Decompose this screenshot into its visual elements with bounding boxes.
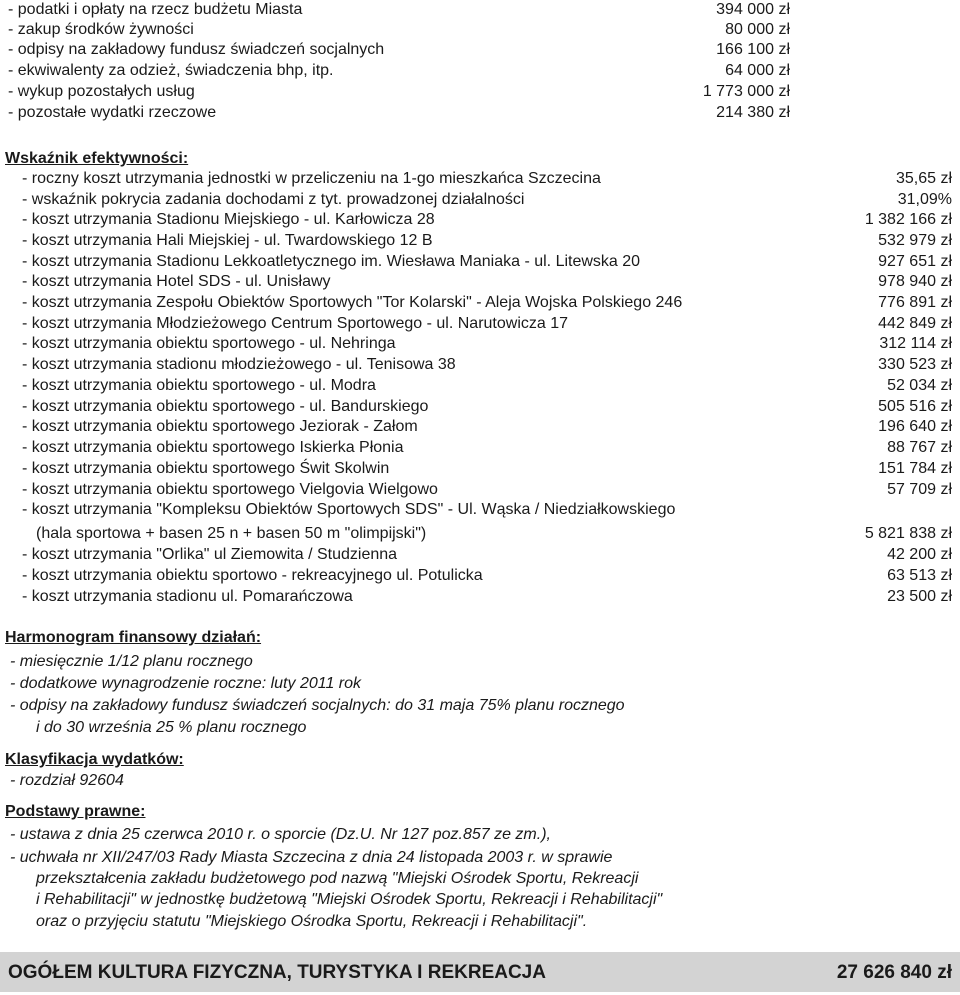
efficiency-label: - koszt utrzymania obiektu sportowego - ul. Bandurskiego (22, 398, 429, 415)
efficiency-label: - roczny koszt utrzymania jednostki w przeliczeniu na 1-go mieszkańca Szczecina (22, 170, 601, 187)
expense-value: 166 100 zł (716, 41, 790, 58)
schedule-heading: Harmonogram finansowy działań: (5, 629, 262, 646)
legal-basis-heading: Podstawy prawne: (5, 803, 146, 820)
legal-basis-item: - uchwała nr XII/247/03 Rady Miasta Szczecina z dnia 24 listopada 2003 r. w sprawie (10, 849, 613, 866)
efficiency-label: - koszt utrzymania stadionu ul. Pomarańczowa (22, 588, 353, 605)
efficiency-value (770, 500, 952, 520)
efficiency-value: 88 767 zł (887, 439, 952, 456)
legal-basis-item: i Rehabilitacji" w jednostkę budżetową "Miejski Ośrodek Sportu, Rekreacji i Rehabilitacji" (36, 891, 663, 908)
efficiency-value: 42 200 zł (887, 546, 952, 563)
efficiency-value: 927 651 zł (878, 253, 952, 270)
expense-label: - zakup środków żywności (8, 21, 194, 38)
efficiency-label: - koszt utrzymania stadionu młodzieżowego - ul. Tenisowa 38 (22, 356, 456, 373)
expense-label: - pozostałe wydatki rzeczowe (8, 104, 217, 121)
legal-basis-item: oraz o przyjęciu statutu "Miejskiego Ośrodka Sportu, Rekreacji i Rehabilitacji". (36, 913, 588, 930)
efficiency-label: - koszt utrzymania obiektu sportowo - rekreacyjnego ul. Potulicka (22, 567, 483, 584)
efficiency-value: 52 034 zł (887, 377, 952, 394)
legal-basis-item: przekształcenia zakładu budżetowego pod nazwą "Miejski Ośrodek Sportu, Rekreacji (36, 870, 639, 887)
expense-value: 80 000 zł (725, 21, 790, 38)
efficiency-label: - koszt utrzymania "Kompleksu Obiektów Sportowych SDS" - Ul. Wąska / Niedziałkowskiego (22, 501, 676, 518)
efficiency-label: - koszt utrzymania obiektu sportowego - ul. Modra (22, 377, 376, 394)
efficiency-label: - wskaźnik pokrycia zadania dochodami z tyt. prowadzonej działalności (22, 191, 525, 208)
expense-value: 394 000 zł (716, 1, 790, 18)
expense-value: 214 380 zł (716, 104, 790, 121)
total-bar (0, 952, 960, 992)
expense-label: - podatki i opłaty na rzecz budżetu Miasta (8, 1, 303, 18)
efficiency-value: 776 891 zł (878, 294, 952, 311)
efficiency-value: 57 709 zł (887, 481, 952, 498)
efficiency-value: 31,09% (897, 191, 952, 208)
schedule-item: - dodatkowe wynagrodzenie roczne: luty 2011 rok (10, 675, 362, 692)
efficiency-value: 23 500 zł (887, 588, 952, 605)
expense-value: 64 000 zł (725, 62, 790, 79)
efficiency-value: 5 821 838 zł (864, 525, 952, 542)
schedule-item: - odpisy na zakładowy fundusz świadczeń socjalnych: do 31 maja 75% planu rocznego (10, 697, 625, 714)
efficiency-label: (hala sportowa + basen 25 n + basen 50 m "olimpijski") (36, 525, 427, 542)
efficiency-value: 330 523 zł (878, 356, 952, 373)
total-label: OGÓŁEM KULTURA FIZYCZNA, TURYSTYKA I REKREACJA (8, 962, 546, 983)
schedule-item: i do 30 września 25 % planu rocznego (36, 719, 307, 736)
efficiency-label: - koszt utrzymania Hotel SDS - ul. Unisławy (22, 273, 331, 290)
efficiency-label: - koszt utrzymania Stadionu Miejskiego - ul. Karłowicza 28 (22, 211, 435, 228)
efficiency-value: 196 640 zł (878, 418, 952, 435)
expense-value: 1 773 000 zł (702, 83, 790, 100)
efficiency-label: - koszt utrzymania "Orlika" ul Ziemowita / Studzienna (22, 546, 398, 563)
efficiency-value: 63 513 zł (887, 567, 952, 584)
legal-basis-item: - ustawa z dnia 25 czerwca 2010 r. o sporcie (Dz.U. Nr 127 poz.857 ze zm.), (10, 826, 551, 843)
efficiency-label: - koszt utrzymania obiektu sportowego Świt Skolwin (22, 460, 390, 477)
efficiency-heading: Wskaźnik efektywności: (5, 150, 189, 167)
efficiency-value: 1 382 166 zł (864, 211, 952, 228)
classification-item: - rozdział 92604 (10, 772, 124, 789)
efficiency-value: 312 114 zł (879, 335, 952, 352)
expense-label: - odpisy na zakładowy fundusz świadczeń socjalnych (8, 41, 385, 58)
schedule-item: - miesięcznie 1/12 planu rocznego (10, 653, 253, 670)
expense-label: - ekwiwalenty za odzież, świadczenia bhp, itp. (8, 62, 334, 79)
efficiency-label: - koszt utrzymania obiektu sportowego Iskierka Płonia (22, 439, 404, 456)
efficiency-value: 151 784 zł (878, 460, 952, 477)
efficiency-value: 532 979 zł (878, 232, 952, 249)
efficiency-label: - koszt utrzymania obiektu sportowego Vielgovia Wielgowo (22, 481, 438, 498)
efficiency-value: 505 516 zł (878, 398, 952, 415)
efficiency-value: 442 849 zł (878, 315, 952, 332)
expense-label: - wykup pozostałych usług (8, 83, 195, 100)
efficiency-label: - koszt utrzymania Młodzieżowego Centrum Sportowego - ul. Narutowicza 17 (22, 315, 569, 332)
efficiency-value: 35,65 zł (895, 170, 952, 187)
efficiency-label: - koszt utrzymania obiektu sportowego Jeziorak - Załom (22, 418, 418, 435)
efficiency-label: - koszt utrzymania Hali Miejskiej - ul. Twardowskiego 12 B (22, 232, 433, 249)
efficiency-label: - koszt utrzymania Stadionu Lekkoatletycznego im. Wiesława Maniaka - ul. Litewska 20 (22, 253, 641, 270)
classification-heading: Klasyfikacja wydatków: (5, 751, 184, 768)
total-value: 27 626 840 zł (836, 962, 952, 983)
efficiency-value: 978 940 zł (878, 273, 952, 290)
efficiency-label: - koszt utrzymania Zespołu Obiektów Sportowych "Tor Kolarski" - Aleja Wojska Polskiego 246 (22, 294, 683, 311)
efficiency-label: - koszt utrzymania obiektu sportowego - ul. Nehringa (22, 335, 396, 352)
